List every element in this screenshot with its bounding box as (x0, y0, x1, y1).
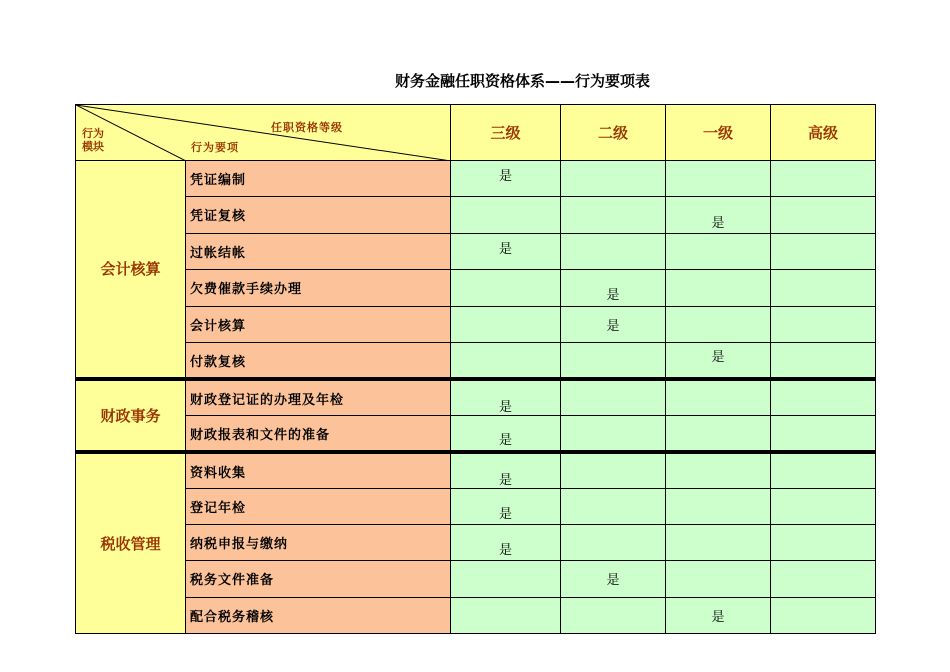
module-cell: 财政事务 (76, 379, 186, 452)
level-mark: 是 (498, 400, 512, 416)
level-mark-cell (771, 452, 876, 488)
level-mark-cell (561, 452, 666, 488)
level-mark-cell (561, 197, 666, 233)
level-mark-cell (771, 488, 876, 524)
level-mark-cell (666, 342, 771, 378)
behavior-item-cell (186, 270, 451, 306)
level-mark-cell (451, 233, 561, 269)
corner-label-items: 行为要项 (191, 141, 239, 154)
level-mark-cell (666, 561, 771, 597)
level-mark-cell (771, 524, 876, 560)
level-mark-cell (666, 379, 771, 415)
behavior-table (75, 104, 876, 634)
table-row (76, 415, 876, 451)
behavior-item-cell (186, 452, 451, 488)
behavior-item-cell (186, 161, 451, 197)
behavior-item-cell (186, 488, 451, 524)
level-mark-cell (561, 306, 666, 342)
behavior-item-label: 财政报表和文件的准备 (190, 427, 331, 443)
level-mark: 是 (498, 473, 512, 489)
level-mark-cell (771, 342, 876, 378)
level-mark-cell (451, 197, 561, 233)
behavior-item-cell (186, 415, 451, 451)
corner-label-levels: 任职资格等级 (271, 121, 343, 134)
level-mark-cell (561, 597, 666, 633)
corner-label-module-line2: 模块 (82, 140, 104, 153)
behavior-item-cell (186, 306, 451, 342)
level-mark-cell (451, 306, 561, 342)
behavior-item-label: 欠费催款手续办理 (190, 282, 303, 298)
table-row (76, 233, 876, 269)
level-mark-cell (451, 415, 561, 451)
behavior-item-label: 配合税务稽核 (190, 609, 275, 625)
level-mark-cell (771, 415, 876, 451)
behavior-item-label: 资料收集 (190, 465, 247, 481)
level-mark: 是 (711, 215, 725, 231)
level-mark-cell (451, 342, 561, 378)
level-mark-cell (561, 415, 666, 451)
behavior-item-cell (186, 379, 451, 415)
table-row (76, 161, 876, 197)
level-header: 三级 (451, 105, 561, 161)
level-mark-cell (666, 270, 771, 306)
level-mark-cell (561, 161, 666, 197)
level-mark-cell (666, 597, 771, 633)
level-mark-cell (666, 415, 771, 451)
table-row (76, 197, 876, 233)
page-title: 财务金融任职资格体系——行为要项表 (394, 72, 650, 90)
level-mark: 是 (498, 543, 512, 559)
behavior-item-label: 登记年检 (190, 500, 247, 516)
level-mark-cell (771, 233, 876, 269)
level-header: 二级 (561, 105, 666, 161)
level-mark-cell (666, 197, 771, 233)
table-row (76, 561, 876, 597)
level-mark-cell (666, 306, 771, 342)
level-mark: 是 (606, 288, 620, 304)
table-row (76, 524, 876, 560)
diagonal-lines (76, 105, 451, 161)
level-mark-cell (451, 597, 561, 633)
level-mark: 是 (711, 609, 725, 625)
behavior-item-cell (186, 233, 451, 269)
behavior-item-label: 凭证编制 (190, 173, 247, 188)
level-mark: 是 (606, 318, 620, 334)
level-mark-cell (451, 379, 561, 415)
level-mark-cell (451, 561, 561, 597)
level-mark-cell (561, 561, 666, 597)
level-mark-cell (451, 270, 561, 306)
behavior-item-cell (186, 342, 451, 378)
level-mark: 是 (498, 169, 512, 185)
table-row (76, 379, 876, 415)
behavior-item-label: 付款复核 (190, 354, 247, 370)
level-mark-cell (666, 452, 771, 488)
level-mark-cell (451, 524, 561, 560)
level-mark-cell (561, 270, 666, 306)
level-mark-cell (771, 306, 876, 342)
table-row (76, 270, 876, 306)
level-mark-cell (666, 524, 771, 560)
behavior-item-label: 税务文件准备 (190, 573, 275, 589)
level-mark-cell (771, 379, 876, 415)
level-mark-cell (666, 488, 771, 524)
behavior-item-label: 财政登记证的办理及年检 (190, 392, 345, 408)
level-mark-cell (771, 197, 876, 233)
table-row (76, 452, 876, 488)
corner-label-module (82, 127, 104, 153)
table-row (76, 597, 876, 633)
level-mark-cell (561, 488, 666, 524)
level-mark-cell (451, 161, 561, 197)
table-row (76, 306, 876, 342)
level-mark: 是 (498, 433, 512, 449)
level-mark: 是 (498, 241, 512, 257)
level-header: 一级 (666, 105, 771, 161)
module-cell: 税收管理 (76, 452, 186, 634)
level-mark-cell (666, 161, 771, 197)
level-mark-cell (451, 488, 561, 524)
module-cell: 会计核算 (76, 161, 186, 379)
level-mark-cell (771, 270, 876, 306)
level-mark-cell (771, 561, 876, 597)
level-mark-cell (561, 524, 666, 560)
level-mark-cell (561, 379, 666, 415)
level-mark-cell (451, 452, 561, 488)
level-mark-cell (666, 233, 771, 269)
behavior-item-label: 凭证复核 (190, 209, 247, 225)
header-corner-cell (76, 105, 451, 161)
behavior-item-label: 过帐结帐 (190, 245, 247, 261)
behavior-item-cell (186, 197, 451, 233)
behavior-item-label: 纳税申报与缴纳 (190, 536, 289, 552)
level-mark: 是 (606, 573, 620, 589)
table-row (76, 342, 876, 378)
level-mark-cell (771, 161, 876, 197)
corner-label-module-line1: 行为 (82, 127, 104, 140)
level-header: 高级 (771, 105, 876, 161)
table-row (76, 488, 876, 524)
behavior-item-label: 会计核算 (190, 318, 247, 334)
level-mark: 是 (711, 350, 725, 366)
behavior-item-cell (186, 597, 451, 633)
behavior-item-cell (186, 524, 451, 560)
behavior-item-cell (186, 561, 451, 597)
level-mark-cell (561, 342, 666, 378)
level-mark-cell (771, 597, 876, 633)
level-mark: 是 (498, 506, 512, 522)
level-mark-cell (561, 233, 666, 269)
